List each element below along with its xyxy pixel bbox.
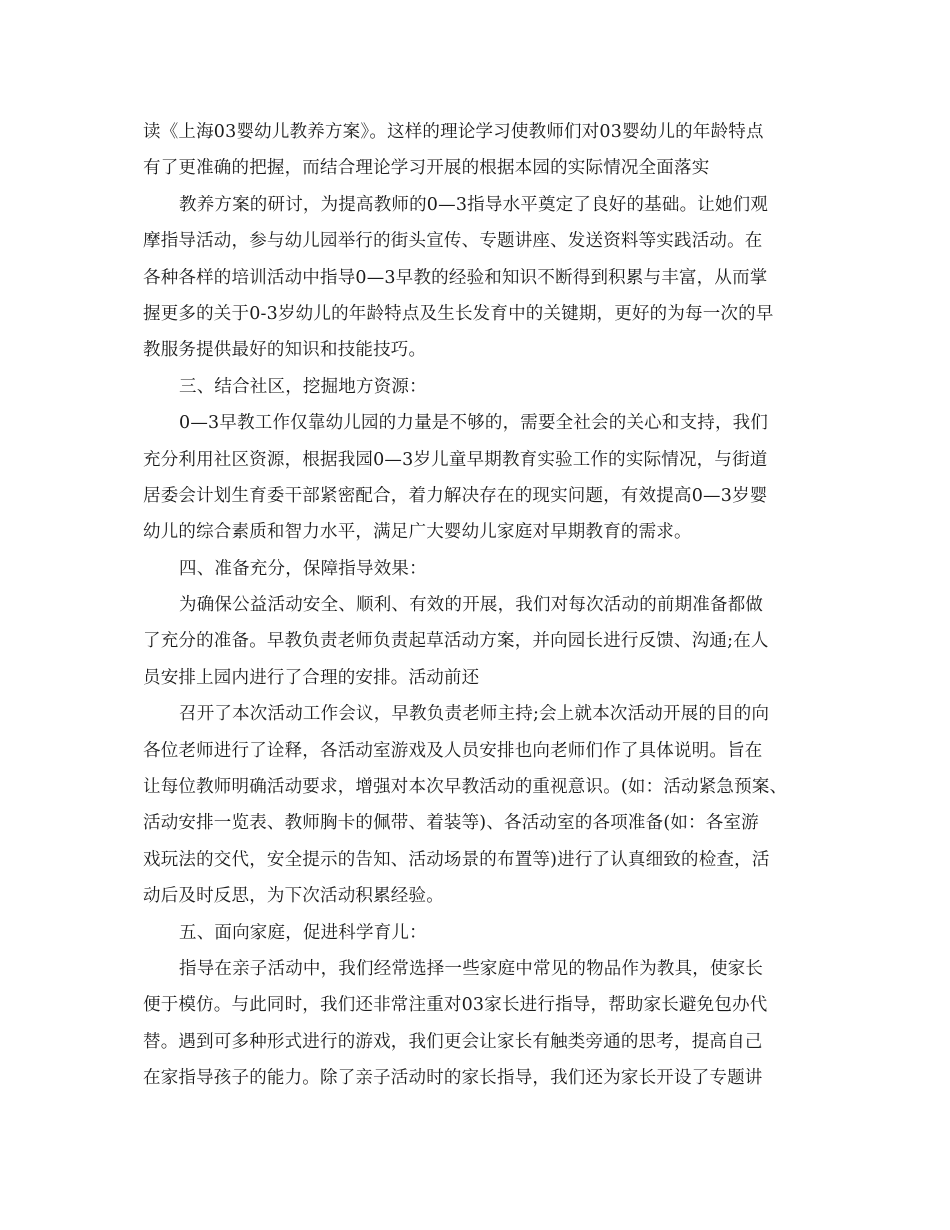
- text-line: 让每位教师明确活动要求，增强对本次早教活动的重视意识。(如：活动紧急预案、: [143, 777, 788, 798]
- text-line: 各位老师进行了诠释，各活动室游戏及人员安排也向老师们作了具体说明。旨在: [143, 740, 763, 761]
- text-line: 三、结合社区，挖掘地方资源：: [179, 376, 427, 397]
- text-line: 动后及时反思，为下次活动积累经验。: [143, 886, 444, 907]
- text-line: 四、准备充分，保障指导效果：: [179, 558, 427, 579]
- text-line: 握更多的关于0-3岁幼儿的年龄特点及生长发育中的关键期，更好的为每一次的早: [143, 303, 774, 324]
- text-line: 员安排上园内进行了合理的安排。活动前还: [143, 667, 480, 688]
- text-line: 有了更准确的把握，而结合理论学习开展的根据本园的实际情况全面落实: [143, 158, 710, 179]
- text-line: 居委会计划生育委干部紧密配合，着力解决存在的现实问题，有效提高0—3岁婴: [143, 485, 768, 506]
- text-line: 了充分的准备。早教负责老师负责起草活动方案，并向园长进行反馈、沟通;在人: [143, 631, 769, 652]
- text-line: 指导在亲子活动中，我们经常选择一些家庭中常见的物品作为教具，使家长: [179, 958, 764, 979]
- text-line: 读《上海03婴幼儿教养方案》。这样的理论学习使教师们对03婴幼儿的年龄特点: [143, 122, 764, 142]
- text-line: 为确保公益活动安全、顺利、有效的开展，我们对每次活动的前期准备都做: [179, 595, 764, 616]
- text-line: 幼儿的综合素质和智力水平，满足广大婴幼儿家庭对早期教育的需求。: [143, 522, 692, 543]
- text-line: 充分利用社区资源，根据我园0—3岁儿童早期教育实验工作的实际情况，与街道: [143, 449, 768, 470]
- text-line: 在家指导孩子的能力。除了亲子活动时的家长指导，我们还为家长开设了专题讲: [143, 1068, 763, 1089]
- text-line: 教养方案的研讨，为提高教师的0—3指导水平奠定了良好的基础。让她们观: [179, 194, 769, 215]
- text-line: 便于模仿。与此同时，我们还非常注重对03家长进行指导，帮助家长避免包办代: [143, 995, 768, 1016]
- text-line: 0—3早教工作仅靠幼儿园的力量是不够的，需要全社会的关心和支持，我们: [179, 413, 769, 434]
- text-line: 各种各样的培训活动中指导0—3早教的经验和知识不断得到积累与丰富，从而掌: [143, 267, 768, 288]
- text-line: 教服务提供最好的知识和技能技巧。: [143, 340, 427, 361]
- text-line: 召开了本次活动工作会议，早教负责老师主持;会上就本次活动开展的目的向: [179, 704, 770, 725]
- document-body: [143, 114, 823, 1097]
- text-line: 戏玩法的交代，安全提示的告知、活动场景的布置等)进行了认真细致的检查，活: [143, 849, 770, 870]
- text-line: 摩指导活动，参与幼儿园举行的街头宣传、专题讲座、发送资料等实践活动。在: [143, 231, 763, 252]
- text-line: 活动安排一览表、教师胸卡的佩带、着装等)、各活动室的各项准备(如：各室游: [143, 813, 759, 834]
- text-line: 替。遇到可多种形式进行的游戏，我们更会让家长有触类旁通的思考，提高自己: [143, 1031, 763, 1052]
- text-line: 五、面向家庭，促进科学育儿：: [179, 922, 427, 943]
